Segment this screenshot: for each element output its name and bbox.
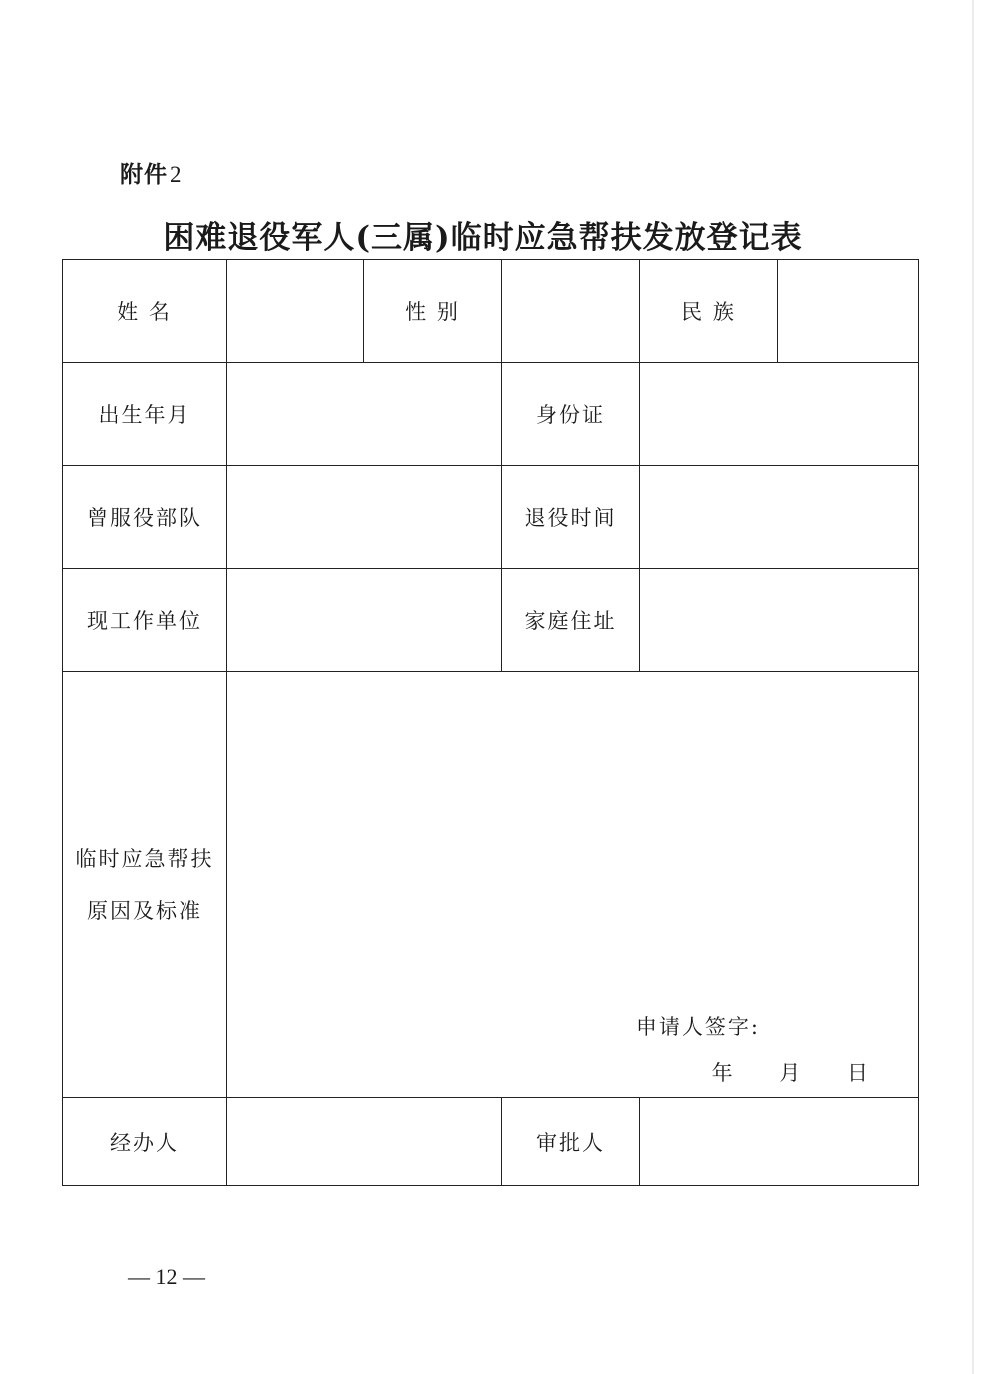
attachment-number: 2 <box>170 162 183 187</box>
table-row-handler <box>63 1098 919 1186</box>
ethnicity-field[interactable] <box>778 260 919 363</box>
id-card-field[interactable] <box>640 363 919 466</box>
reason-field[interactable] <box>227 672 919 1098</box>
name-field[interactable] <box>227 260 364 363</box>
attachment-label <box>120 156 183 189</box>
work-unit-field[interactable] <box>227 569 502 672</box>
date-day: 日 <box>847 1061 870 1085</box>
approver-field[interactable] <box>640 1098 919 1186</box>
applicant-signature-label: 申请人签字: <box>635 1015 760 1039</box>
date-line <box>676 1057 870 1087</box>
table-row-reason <box>63 672 919 1098</box>
work-unit-label: 现工作单位 <box>63 569 227 672</box>
registration-form-table <box>62 259 919 1186</box>
attachment-text: 附件 <box>120 161 168 188</box>
service-unit-field[interactable] <box>227 466 502 569</box>
reason-label-line1: 临时应急帮扶 <box>75 846 214 871</box>
retire-time-label: 退役时间 <box>502 466 640 569</box>
date-month: 月 <box>779 1061 803 1085</box>
gender-field[interactable] <box>502 260 640 363</box>
address-field[interactable] <box>640 569 919 672</box>
table-row-service <box>63 466 919 569</box>
page-edge-shadow <box>972 0 974 1374</box>
approver-label: 审批人 <box>502 1098 640 1186</box>
reason-label-line2: 原因及标准 <box>87 898 202 923</box>
service-unit-label: 曾服役部队 <box>63 466 227 569</box>
ethnicity-label: 民 族 <box>640 260 778 363</box>
page-number: — 12 — <box>128 1264 205 1289</box>
table-row-basic-info <box>63 260 919 363</box>
reason-label <box>63 672 227 1098</box>
handler-field[interactable] <box>227 1098 502 1186</box>
table-row-birth-id <box>63 363 919 466</box>
birth-label: 出生年月 <box>63 363 227 466</box>
name-label: 姓 名 <box>63 260 227 363</box>
birth-field[interactable] <box>227 363 502 466</box>
gender-label: 性 别 <box>364 260 502 363</box>
date-year: 年 <box>711 1061 735 1085</box>
form-title: 困难退役军人(三属)临时应急帮扶发放登记表 <box>163 220 803 256</box>
retire-time-field[interactable] <box>640 466 919 569</box>
handler-label: 经办人 <box>63 1098 227 1186</box>
table-row-work-address <box>63 569 919 672</box>
address-label: 家庭住址 <box>502 569 640 672</box>
id-card-label: 身份证 <box>502 363 640 466</box>
